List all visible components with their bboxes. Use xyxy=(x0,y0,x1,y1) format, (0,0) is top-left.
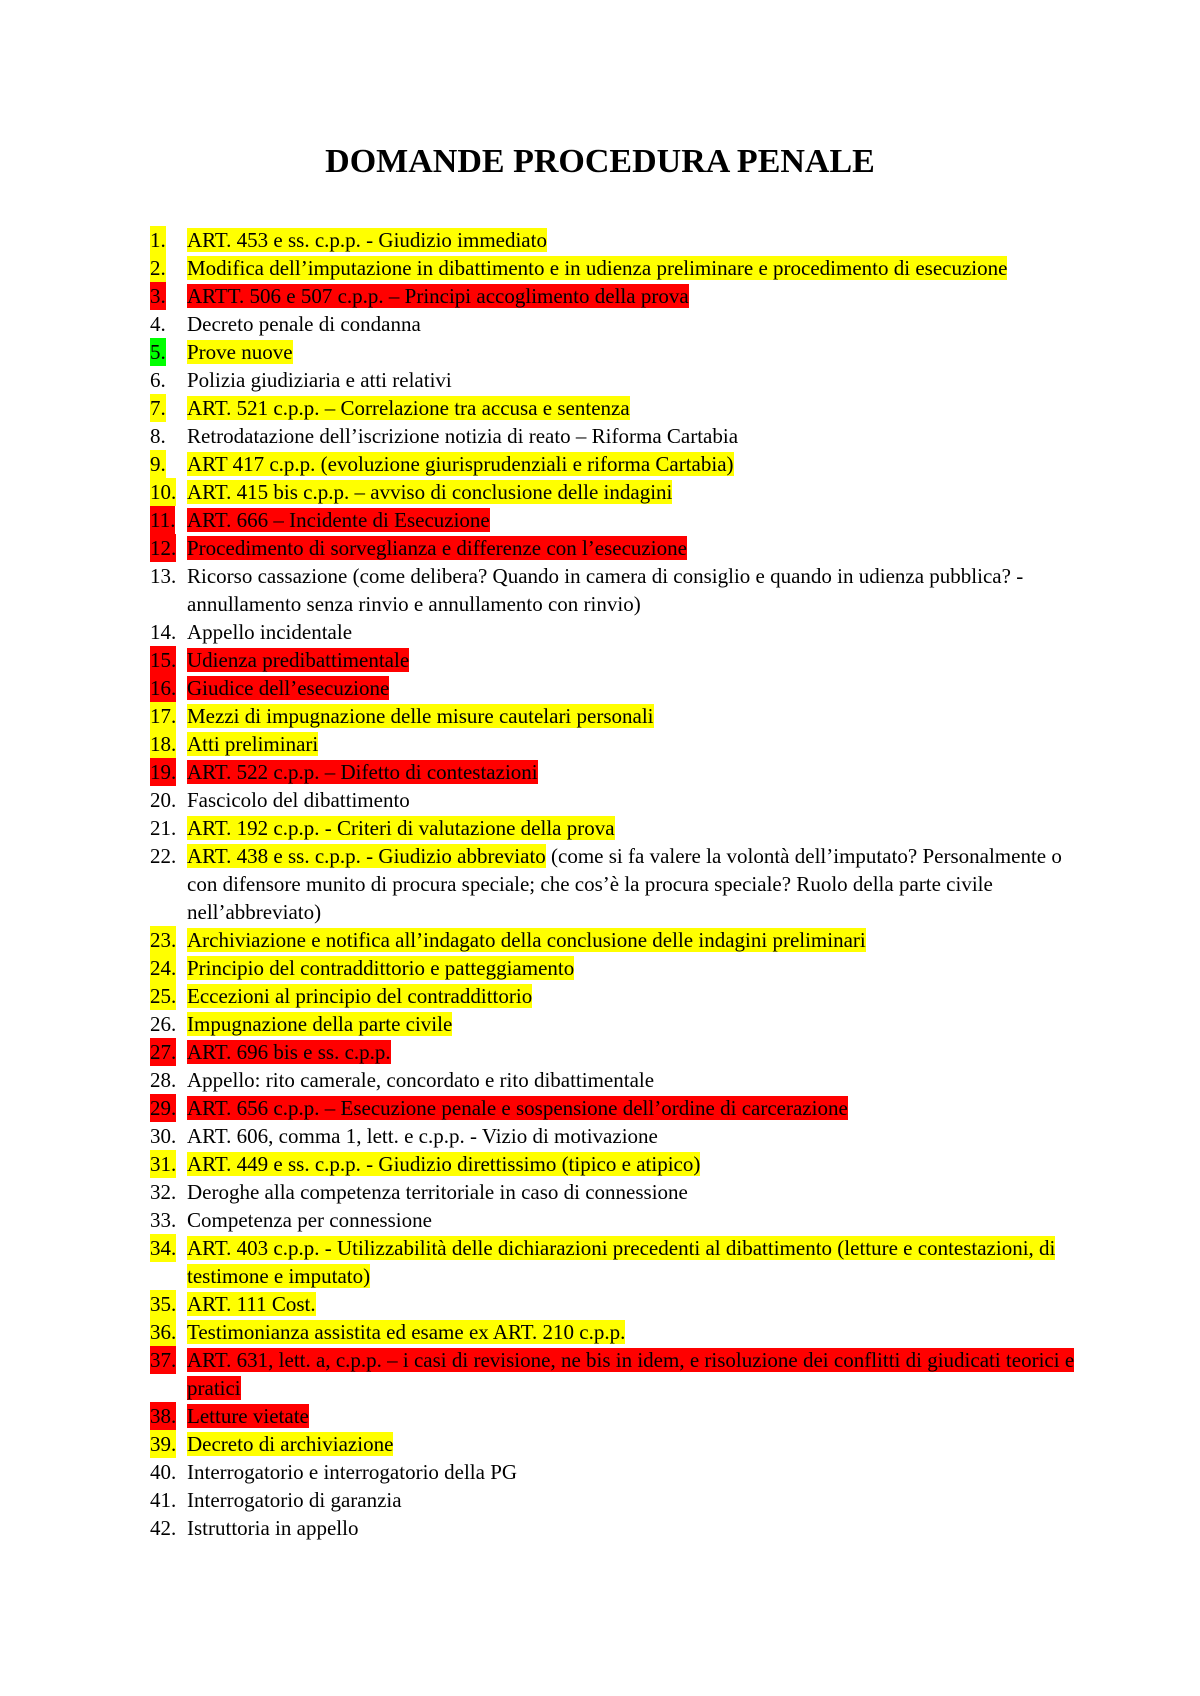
item-text: Giudice dell’esecuzione xyxy=(187,676,390,700)
list-item xyxy=(150,310,1075,338)
item-number: 19. xyxy=(150,760,177,784)
item-number: 3. xyxy=(150,284,166,308)
item-text: ARTT. 506 e 507 c.p.p. – Principi accoglimento della prova xyxy=(187,284,689,308)
item-number: 41. xyxy=(150,1488,177,1512)
item-number: 4. xyxy=(150,312,166,336)
item-text: Appello: rito camerale, concordato e rito dibattimentale xyxy=(187,1068,655,1092)
list-item xyxy=(150,1010,1075,1038)
item-text: Deroghe alla competenza territoriale in caso di connessione xyxy=(187,1180,688,1204)
item-number: 10. xyxy=(150,480,177,504)
item-text: Atti preliminari xyxy=(187,732,319,756)
list-item xyxy=(150,1402,1075,1430)
list-item xyxy=(150,562,1075,618)
item-number: 33. xyxy=(150,1208,177,1232)
item-number: 36. xyxy=(150,1320,177,1344)
item-text: Impugnazione della parte civile xyxy=(187,1012,453,1036)
item-text: ART. 449 e ss. c.p.p. - Giudizio direttissimo (tipico e atipico) xyxy=(187,1152,701,1176)
list-item xyxy=(150,1094,1075,1122)
item-text: ART. 606, comma 1, lett. e c.p.p. - Vizio di motivazione xyxy=(187,1124,658,1148)
list-item xyxy=(150,618,1075,646)
item-text: Modifica dell’imputazione in dibattimento e in udienza preliminare e procedimento di esecuzione xyxy=(187,256,1008,280)
item-number: 26. xyxy=(150,1012,177,1036)
item-text: Retrodatazione dell’iscrizione notizia di reato – Riforma Cartabia xyxy=(187,424,739,448)
item-text: Mezzi di impugnazione delle misure cautelari personali xyxy=(187,704,654,728)
item-number: 17. xyxy=(150,704,177,728)
list-item xyxy=(150,1514,1075,1542)
list-item xyxy=(150,282,1075,310)
item-number: 38. xyxy=(150,1404,177,1428)
item-number: 24. xyxy=(150,956,177,980)
item-text: Decreto penale di condanna xyxy=(187,312,421,336)
item-number: 7. xyxy=(150,396,166,420)
item-text: Prove nuove xyxy=(187,340,293,364)
list-item xyxy=(150,1290,1075,1318)
item-number: 11. xyxy=(150,508,176,532)
list-item xyxy=(150,954,1075,982)
list-item xyxy=(150,1178,1075,1206)
item-text: Procedimento di sorveglianza e differenze con l’esecuzione xyxy=(187,536,687,560)
item-number: 32. xyxy=(150,1180,177,1204)
item-number: 15. xyxy=(150,648,177,672)
item-number: 35. xyxy=(150,1292,177,1316)
item-text: Fascicolo del dibattimento xyxy=(187,788,410,812)
item-number: 40. xyxy=(150,1460,177,1484)
item-number: 21. xyxy=(150,816,177,840)
item-text: ART. 403 c.p.p. - Utilizzabilità delle dichiarazioni precedenti al dibattimento (letture e contestazioni, di testimone e imputato) xyxy=(187,1236,1056,1288)
list-item xyxy=(150,674,1075,702)
item-text: ART. 631, lett. a, c.p.p. – i casi di revisione, ne bis in idem, e risoluzione dei conflitti di giudicati teorici e pratici xyxy=(187,1348,1075,1400)
item-text: Testimonianza assistita ed esame ex ART. 210 c.p.p. xyxy=(187,1320,626,1344)
item-text: ART. 453 e ss. c.p.p. - Giudizio immediato xyxy=(187,228,547,252)
item-number: 30. xyxy=(150,1124,177,1148)
list-item xyxy=(150,450,1075,478)
item-text: Interrogatorio di garanzia xyxy=(187,1488,402,1512)
item-number: 29. xyxy=(150,1096,177,1120)
item-number: 6. xyxy=(150,368,166,392)
list-item xyxy=(150,1346,1075,1402)
item-number: 28. xyxy=(150,1068,177,1092)
item-text: Eccezioni al principio del contraddittorio xyxy=(187,984,533,1008)
item-number: 25. xyxy=(150,984,177,1008)
list-item xyxy=(150,1066,1075,1094)
list-item xyxy=(150,926,1075,954)
item-number: 12. xyxy=(150,536,177,560)
item-text: ART. 415 bis c.p.p. – avviso di conclusione delle indagini xyxy=(187,480,673,504)
item-number: 37. xyxy=(150,1348,177,1372)
item-text: Istruttoria in appello xyxy=(187,1516,359,1540)
item-number: 31. xyxy=(150,1152,177,1176)
item-number: 34. xyxy=(150,1236,177,1260)
item-text: ART 417 c.p.p. (evoluzione giurisprudenziali e riforma Cartabia) xyxy=(187,452,734,476)
item-text: ART. 438 e ss. c.p.p. - Giudizio abbreviato xyxy=(187,844,546,868)
item-text: ART. 521 c.p.p. – Correlazione tra accusa e sentenza xyxy=(187,396,630,420)
list-item xyxy=(150,422,1075,450)
item-text: Letture vietate xyxy=(187,1404,309,1428)
list-item xyxy=(150,1150,1075,1178)
item-text: ART. 192 c.p.p. - Criteri di valutazione della prova xyxy=(187,816,615,840)
item-number: 8. xyxy=(150,424,166,448)
list-item xyxy=(150,730,1075,758)
item-number: 27. xyxy=(150,1040,177,1064)
item-number: 18. xyxy=(150,732,177,756)
list-item xyxy=(150,1430,1075,1458)
list-item xyxy=(150,394,1075,422)
item-text: Decreto di archiviazione xyxy=(187,1432,394,1456)
list-item xyxy=(150,758,1075,786)
item-text: Interrogatorio e interrogatorio della PG xyxy=(187,1460,518,1484)
list-item xyxy=(150,814,1075,842)
item-number: 16. xyxy=(150,676,177,700)
item-text: Appello incidentale xyxy=(187,620,353,644)
list-item xyxy=(150,366,1075,394)
list-item xyxy=(150,226,1075,254)
item-number: 1. xyxy=(150,228,166,252)
list-item xyxy=(150,1458,1075,1486)
item-text: Polizia giudiziaria e atti relativi xyxy=(187,368,452,392)
question-list xyxy=(150,226,1075,1542)
list-item xyxy=(150,1122,1075,1150)
item-text: Principio del contraddittorio e patteggiamento xyxy=(187,956,575,980)
item-text: ART. 696 bis e ss. c.p.p. xyxy=(187,1040,391,1064)
list-item xyxy=(150,1486,1075,1514)
list-item xyxy=(150,506,1075,534)
list-item xyxy=(150,254,1075,282)
item-number: 5. xyxy=(150,340,166,364)
item-text: ART. 666 – Incidente di Esecuzione xyxy=(187,508,490,532)
item-text: ART. 111 Cost. xyxy=(187,1292,316,1316)
item-number: 14. xyxy=(150,620,177,644)
item-number: 39. xyxy=(150,1432,177,1456)
list-item xyxy=(150,1206,1075,1234)
item-text: Competenza per connessione xyxy=(187,1208,432,1232)
list-item xyxy=(150,786,1075,814)
list-item xyxy=(150,646,1075,674)
list-item xyxy=(150,982,1075,1010)
list-item xyxy=(150,338,1075,366)
item-number: 42. xyxy=(150,1516,177,1540)
list-item xyxy=(150,478,1075,506)
item-text: Ricorso cassazione (come delibera? Quando in camera di consiglio e quando in udienza pubblica? - annullamento senza rinvio e annullamento con rinvio) xyxy=(187,564,1024,616)
item-text: ART. 522 c.p.p. – Difetto di contestazioni xyxy=(187,760,538,784)
page-title: DOMANDE PROCEDURA PENALE xyxy=(325,143,875,180)
list-item xyxy=(150,1234,1075,1290)
list-item xyxy=(150,1318,1075,1346)
item-number: 2. xyxy=(150,256,166,280)
item-number: 23. xyxy=(150,928,177,952)
item-number: 13. xyxy=(150,564,177,588)
item-number: 22. xyxy=(150,844,177,868)
item-text: Archiviazione e notifica all’indagato della conclusione delle indagini preliminari xyxy=(187,928,866,952)
item-text: Udienza predibattimentale xyxy=(187,648,410,672)
list-item xyxy=(150,534,1075,562)
item-note: (come si fa valere la volontà dell’imputato? Personalmente o con difensore munito di procura speciale; che cos’è la procura speciale? Ruolo della parte civile nell’abbreviato) xyxy=(187,844,1062,924)
item-number: 9. xyxy=(150,452,166,476)
list-item xyxy=(150,1038,1075,1066)
list-item xyxy=(150,842,1075,926)
item-text: ART. 656 c.p.p. – Esecuzione penale e sospensione dell’ordine di carcerazione xyxy=(187,1096,848,1120)
list-item xyxy=(150,702,1075,730)
item-number: 20. xyxy=(150,788,177,812)
